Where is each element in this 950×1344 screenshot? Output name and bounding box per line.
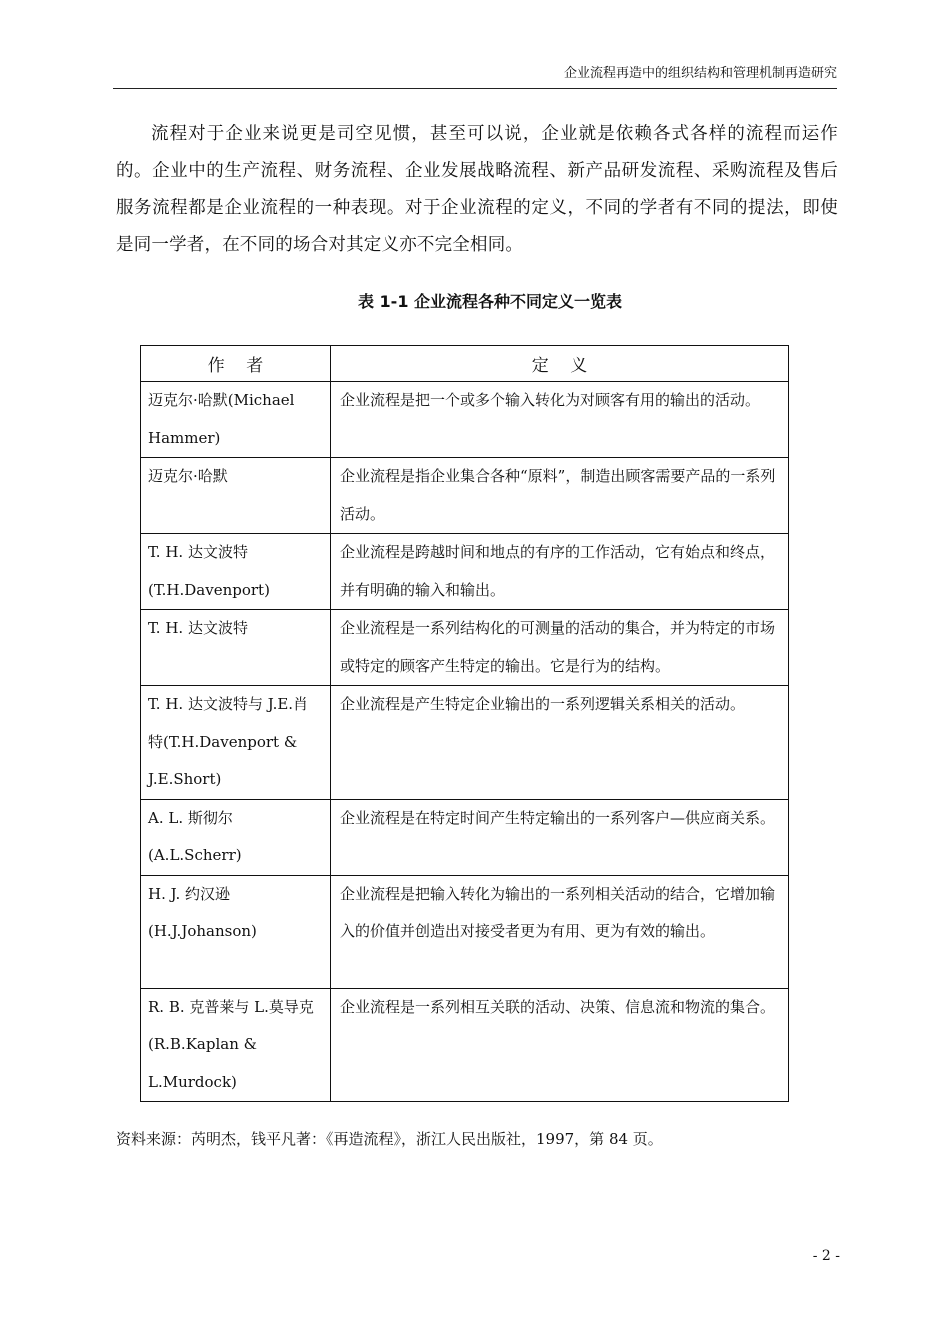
body-paragraph: 流程对于企业来说更是司空见惯，甚至可以说，企业就是依赖各式各样的流程而运作的。企业中的生产流程、财务流程、企业发展战略流程、新产品研发流程、采购流程及售后服务流程都是企业流程的一种表现。对于企业流程的定义，不同的学者有不同的提法，即使是同一学者，在不同的场合对其定义亦不完全相同。 [116, 124, 838, 255]
table-header-row [141, 346, 789, 382]
table-row [141, 458, 789, 534]
definition-cell: 企业流程是把输入转化为输出的一系列相关活动的结合，它增加输入的价值并创造出对接受者更为有用、更为有效的输出。 [331, 875, 789, 988]
table-row [141, 875, 789, 988]
running-header-title: 企业流程再造中的组织结构和管理机制再造研究 [563, 66, 837, 81]
definition-cell: 企业流程是在特定时间产生特定输出的一系列客户—供应商关系。 [331, 799, 789, 875]
author-cell: 迈克尔·哈默 [141, 458, 331, 534]
definitions-table [140, 345, 789, 1102]
table-row [141, 686, 789, 800]
author-cell: T. H. 达文波特 (T.H.Davenport) [141, 534, 331, 610]
definition-cell: 企业流程是一系列结构化的可测量的活动的集合，并为特定的市场或特定的顾客产生特定的输出。它是行为的结构。 [331, 610, 789, 686]
table-row [141, 534, 789, 610]
author-cell: T. H. 达文波特与 J.E.肖特(T.H.Davenport & J.E.Short) [141, 686, 331, 800]
definition-cell: 企业流程是一系列相互关联的活动、决策、信息流和物流的集合。 [331, 988, 789, 1102]
table-row [141, 799, 789, 875]
author-cell: A. L. 斯彻尔 (A.L.Scherr) [141, 799, 331, 875]
author-cell: R. B. 克普莱与 L.莫导克(R.B.Kaplan & L.Murdock) [141, 988, 331, 1102]
definition-cell: 企业流程是跨越时间和地点的有序的工作活动，它有始点和终点，并有明确的输入和输出。 [331, 534, 789, 610]
author-cell: T. H. 达文波特 [141, 610, 331, 686]
definition-cell: 企业流程是指企业集合各种“原料”，制造出顾客需要产品的一系列活动。 [331, 458, 789, 534]
definition-column-header: 定 义 [331, 346, 789, 382]
author-cell: H. J. 约汉逊 (H.J.Johanson) [141, 875, 331, 988]
running-header [113, 64, 837, 89]
table-caption: 表 1-1 企业流程各种不同定义一览表 [357, 292, 623, 311]
author-column-header: 作 者 [141, 346, 331, 382]
definition-cell: 企业流程是产生特定企业输出的一系列逻辑关系相关的活动。 [331, 686, 789, 800]
table-row [141, 382, 789, 458]
table-row [141, 988, 789, 1102]
author-cell: 迈克尔·哈默(Michael Hammer) [141, 382, 331, 458]
definition-cell: 企业流程是把一个或多个输入转化为对顾客有用的输出的活动。 [331, 382, 789, 458]
source-note: 资料来源：芮明杰，钱平凡著：《再造流程》，浙江人民出版社，1997，第 84 页。 [116, 1130, 663, 1148]
page-number: - 2 - [812, 1248, 840, 1264]
table-row [141, 610, 789, 686]
